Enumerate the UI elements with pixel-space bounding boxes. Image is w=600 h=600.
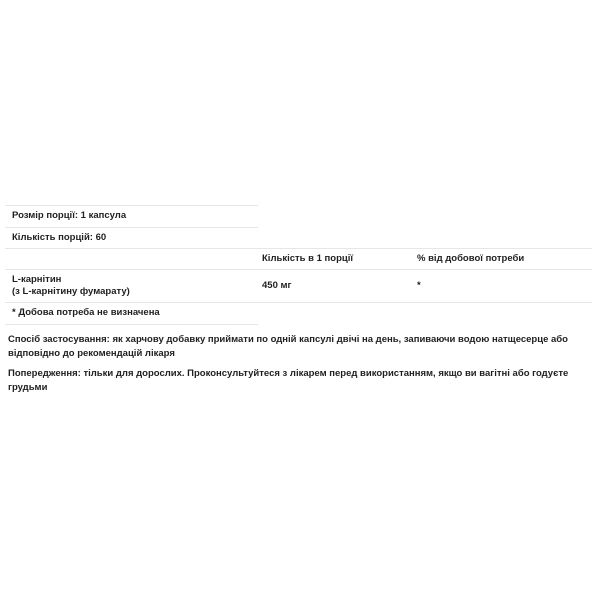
directions-text: Спосіб застосування: як харчову добавку приймати по одній капсулі двічі на день, запиваючи водою натщесерце або відповідно до рекомендацій лікаря xyxy=(8,334,568,359)
warning-text: Попередження: тільки для дорослих. Проконсультуйтеся з лікарем перед використанням, якщо ви вагітні або годуєте грудьми xyxy=(8,368,569,393)
divider xyxy=(5,248,592,249)
ingredient-amount: 450 мг xyxy=(262,280,292,291)
ingredient-source: (з L-карнітину фумарату) xyxy=(12,286,130,297)
divider xyxy=(5,227,258,228)
divider xyxy=(5,302,592,303)
serving-size: Розмір порції: 1 капсула xyxy=(12,210,127,221)
column-header-daily-value: % від добової потреби xyxy=(417,253,525,264)
servings-per-container: Кількість порцій: 60 xyxy=(12,232,107,243)
column-header-amount: Кількість в 1 порції xyxy=(262,253,354,264)
ingredient-name: L-карнітин xyxy=(12,274,62,285)
divider xyxy=(5,324,258,325)
ingredient-daily-value: * xyxy=(417,280,421,291)
divider xyxy=(5,269,592,270)
divider xyxy=(5,205,258,206)
footnote: * Добова потреба не визначена xyxy=(12,307,160,318)
